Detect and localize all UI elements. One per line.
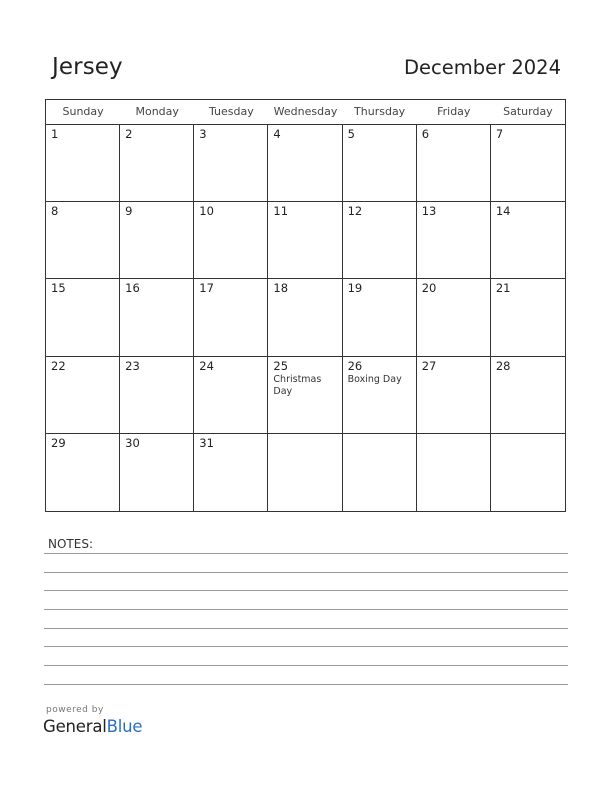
weekday-label: Saturday <box>503 105 553 118</box>
notes-label: NOTES: <box>48 537 93 551</box>
day-number: 22 <box>51 358 66 373</box>
day-number: 1 <box>51 127 59 141</box>
day-cell <box>343 434 417 511</box>
day-cell <box>46 125 120 202</box>
calendar-country-title: Jersey <box>52 54 123 80</box>
note-line <box>44 684 568 685</box>
note-line <box>44 572 568 573</box>
day-number: 3 <box>199 127 207 141</box>
day-cell <box>268 434 342 511</box>
weekday-label: Friday <box>437 105 471 118</box>
day-cell <box>268 279 342 356</box>
day-cell <box>46 279 120 356</box>
day-number: 27 <box>421 358 437 373</box>
weekday-label: Monday <box>135 105 179 118</box>
day-number: 23 <box>125 358 140 373</box>
day-number: 18 <box>273 281 289 296</box>
note-line <box>44 628 568 629</box>
day-cell <box>268 125 342 202</box>
day-cell <box>268 202 342 279</box>
day-number: 11 <box>273 204 289 219</box>
generalblue-logo[interactable] <box>43 717 142 736</box>
weekday-label: Thursday <box>354 105 406 118</box>
day-number: 6 <box>421 127 430 141</box>
day-cell <box>417 125 491 202</box>
day-number: 8 <box>51 204 59 219</box>
day-number: 2 <box>125 127 133 141</box>
day-number: 26 <box>347 358 363 373</box>
day-cell <box>194 202 268 279</box>
day-number: 29 <box>51 435 66 450</box>
day-cell <box>194 434 268 511</box>
note-line <box>44 609 568 610</box>
brand-text-general: General <box>43 717 107 736</box>
day-cell <box>194 357 268 434</box>
day-number: 20 <box>421 281 437 296</box>
day-number: 9 <box>125 204 133 219</box>
day-cell <box>343 357 417 434</box>
day-number: 28 <box>495 358 511 373</box>
day-number: 7 <box>495 127 504 141</box>
day-cell <box>120 125 194 202</box>
note-line <box>44 665 568 666</box>
calendar-days-grid <box>46 125 565 511</box>
day-number: 24 <box>199 358 214 373</box>
day-cell <box>343 202 417 279</box>
day-number: 31 <box>199 435 214 450</box>
holiday-label: Christmas Day <box>273 373 322 397</box>
day-cell <box>491 202 565 279</box>
weekday-label: Tuesday <box>208 105 254 118</box>
weekday-label: Sunday <box>62 105 104 118</box>
day-cell <box>491 125 565 202</box>
day-number: 17 <box>199 281 214 296</box>
day-number: 30 <box>125 435 140 450</box>
day-cell <box>120 357 194 434</box>
weekday-label: Wednesday <box>273 105 338 118</box>
day-cell <box>46 434 120 511</box>
day-number: 16 <box>125 281 140 296</box>
brand-text-blue: Blue <box>106 717 143 736</box>
calendar-month-year: December 2024 <box>404 56 561 79</box>
day-number: 15 <box>51 281 66 296</box>
day-number: 12 <box>347 204 363 219</box>
note-line <box>44 590 568 591</box>
day-number: 21 <box>495 281 511 296</box>
day-number: 19 <box>347 281 363 296</box>
day-number: 25 <box>273 358 289 373</box>
day-cell <box>491 434 565 511</box>
day-number: 4 <box>273 127 281 141</box>
powered-by-text: powered by <box>46 705 104 715</box>
weekday-header-row <box>46 100 565 125</box>
note-line <box>44 553 568 554</box>
day-cell <box>46 357 120 434</box>
day-cell <box>417 202 491 279</box>
day-cell <box>417 357 491 434</box>
day-cell <box>120 434 194 511</box>
day-cell <box>120 202 194 279</box>
day-number: 13 <box>421 204 437 219</box>
day-number: 14 <box>495 204 511 219</box>
day-number: 10 <box>199 204 214 219</box>
note-line <box>44 646 568 647</box>
day-cell <box>343 279 417 356</box>
day-cell <box>268 357 342 434</box>
day-cell <box>491 357 565 434</box>
day-cell <box>343 125 417 202</box>
day-cell <box>194 279 268 356</box>
day-number: 5 <box>347 127 355 141</box>
day-cell <box>120 279 194 356</box>
month-calendar-grid <box>45 99 566 512</box>
holiday-label: Boxing Day <box>347 373 402 385</box>
day-cell <box>194 125 268 202</box>
day-cell <box>417 279 491 356</box>
day-cell <box>46 202 120 279</box>
day-cell <box>417 434 491 511</box>
day-cell <box>491 279 565 356</box>
